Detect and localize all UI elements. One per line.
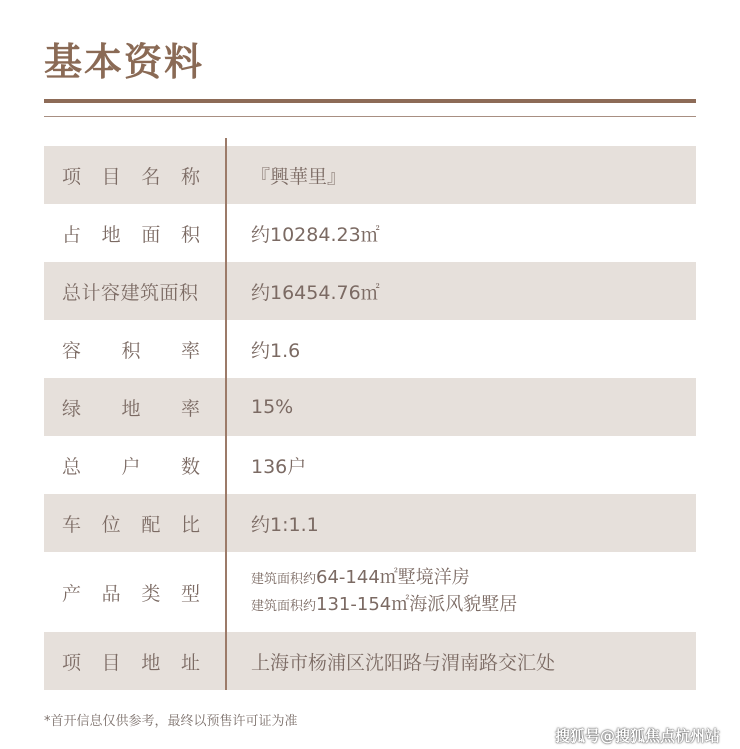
info-table [44,146,696,690]
row-label: 项 目 地 址 [62,651,200,674]
row-value: 约16454.76㎡ [251,281,380,304]
row-label: 总 户 数 [62,455,200,478]
table-row-product-type [44,552,696,632]
page-title: 基本资料 [44,39,205,84]
row-label: 容 积 率 [62,339,200,362]
row-value [224,565,517,619]
title-divider-thick [44,99,696,103]
table-row-floor-area [44,262,696,320]
table-row-site-area [44,204,696,262]
row-label: 项 目 名 称 [62,165,200,188]
column-divider [225,138,227,690]
table-row-green-ratio [44,378,696,436]
row-value: 约10284.23㎡ [251,223,380,246]
row-label: 总计容建筑面积 [62,281,199,304]
row-value: 136户 [251,455,307,478]
title-divider-thin [44,116,696,117]
row-value: 约1:1.1 [251,513,319,536]
row-value: 上海市杨浦区沈阳路与渭南路交汇处 [251,651,556,674]
product-line-1: 建筑面积约64-144㎡墅境洋房 [251,567,470,588]
row-value: 15% [251,396,294,418]
row-label: 车 位 配 比 [62,513,200,536]
disclaimer-note: *首开信息仅供参考，最终以预售许可证为准 [44,714,298,729]
table-row-project-name [44,146,696,204]
row-label: 绿 地 率 [62,397,200,420]
row-label: 占 地 面 积 [62,223,200,246]
table-row-parking-ratio [44,494,696,552]
table-row-plot-ratio [44,320,696,378]
table-row-address [44,632,696,690]
product-line-2: 建筑面积约131-154㎡海派风貌墅居 [251,594,518,615]
table-row-households [44,436,696,494]
row-label: 产 品 类 型 [62,582,200,605]
row-value: 『興華里』 [251,165,347,188]
watermark: 搜狐号@搜狐焦点杭州站 [554,727,720,745]
row-value: 约1.6 [251,339,301,362]
